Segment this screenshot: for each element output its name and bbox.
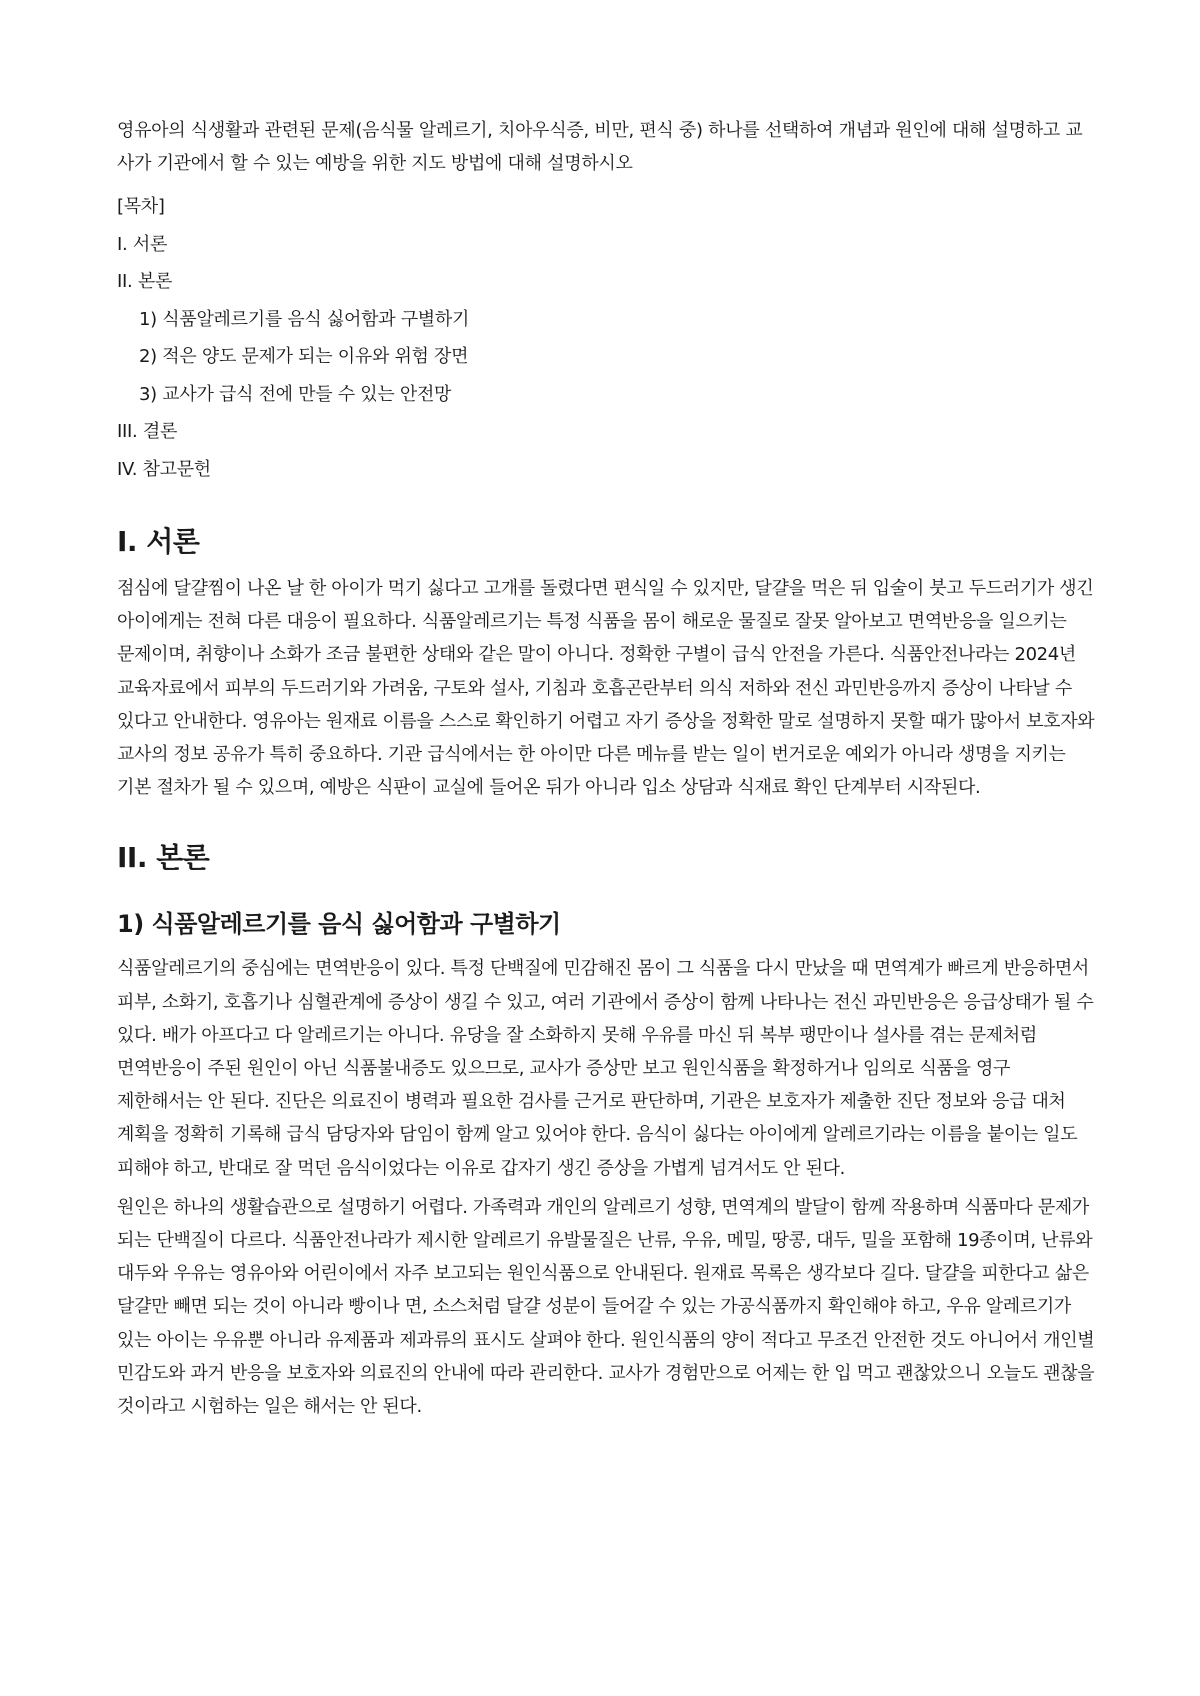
toc-item: III. 결론 — [117, 421, 178, 442]
document-page — [117, 114, 1097, 1429]
toc-item: I. 서론 — [117, 233, 168, 255]
intro-paragraph: 점심에 달걀찜이 나온 날 한 아이가 먹기 싫다고 고개를 돌렸다면 편식일 수 있지만, 달걀을 먹은 뒤 입술이 붓고 두드러기가 생긴 아이에게는 전혀 다른 대응이 필요하다. 식품알레르기는 특정 식품을 몸이 해로운 물질로 잘못 알아보고 면역반응을 일으키는 문제이며, 취향이나 소화가 조금 불편한 상태와 같은 말이 아니다. 정확한 구별이 급식 안전을 가른다. 식품안전나라는 2024년 교육자료에서 피부의 두드러기와 가려움, 구토와 설사, 기침과 호흡곤란부터 의식 저하와 전신 과민반응까지 증상이 나타날 수 있다고 안내한다. 영유아는 원재료 이름을 스스로 확인하기 어렵고 자기 증상을 정확한 말로 설명하지 못할 때가 많아서 보호자와 교사의 정보 공유가 특히 중요하다. 기관 급식에서는 한 아이만 다른 메뉴를 받는 일이 번거로운 예외가 아니라 생명을 지키는 기본 절차가 될 수 있으며, 예방은 식판이 교실에 들어온 뒤가 아니라 입소 상담과 식재료 확인 단계부터 시작된다. — [117, 578, 1095, 799]
subsection-heading: 1) 식품알레르기를 음식 싫어함과 구별하기 — [117, 910, 561, 939]
toc-subitem: 2) 적은 양도 문제가 되는 이유와 위험 장면 — [139, 346, 469, 367]
table-of-contents — [117, 188, 1097, 488]
toc-item: II. 본론 — [117, 271, 173, 292]
assignment-prompt: 영유아의 식생활과 관련된 문제(음식물 알레르기, 치아우식증, 비만, 편식 중) 하나를 선택하여 개념과 원인에 대해 설명하고 교사가 기관에서 할 수 있는 예방을 위한 지도 방법에 대해 설명하시오 — [117, 120, 1083, 174]
body-heading: II. 본론 — [117, 841, 210, 875]
toc-item: IV. 참고문헌 — [117, 458, 211, 480]
toc-heading: [목차] — [117, 196, 165, 217]
intro-heading: I. 서론 — [117, 525, 200, 558]
toc-subitem: 3) 교사가 급식 전에 만들 수 있는 안전망 — [139, 383, 452, 405]
toc-subitem: 1) 식품알레르기를 음식 싫어함과 구별하기 — [139, 308, 470, 330]
body-paragraph: 원인은 하나의 생활습관으로 설명하기 어렵다. 가족력과 개인의 알레르기 성향, 면역계의 발달이 함께 작용하며 식품마다 문제가 되는 단백질이 다르다. 식품안전나라가 제시한 알레르기 유발물질은 난류, 우유, 메밀, 땅콩, 대두, 밀을 포함해 19종이며, 난류와 대두와 우유는 영유아와 어린이에서 자주 보고되는 원인식품으로 안내된다. 원재료 목록은 생각보다 길다. 달걀을 피한다고 삶은 달걀만 빼면 되는 것이 아니라 빵이나 면, 소스처럼 달걀 성분이 들어갈 수 있는 가공식품까지 확인해야 하고, 우유 알레르기가 있는 아이는 우유뿐 아니라 유제품과 제과류의 표시도 살펴야 한다. 원인식품의 양이 적다고 무조건 안전한 것도 아니어서 개인별 민감도와 과거 반응을 보호자와 의료진의 안내에 따라 관리한다. 교사가 경험만으로 어제는 한 입 먹고 괜찮았으니 오늘도 괜찮을 것이라고 시험하는 일은 해서는 안 된다. — [117, 1196, 1095, 1418]
body-paragraph: 식품알레르기의 중심에는 면역반응이 있다. 특정 단백질에 민감해진 몸이 그 식품을 다시 만났을 때 면역계가 빠르게 반응하면서 피부, 소화기, 호흡기나 심혈관계에 증상이 생길 수 있고, 여러 기관에서 증상이 함께 나타나는 전신 과민반응은 응급상태가 될 수 있다. 배가 아프다고 다 알레르기는 아니다. 유당을 잘 소화하지 못해 우유를 마신 뒤 복부 팽만이나 설사를 겪는 문제처럼 면역반응이 주된 원인이 아닌 식품불내증도 있으므로, 교사가 증상만 보고 원인식품을 확정하거나 임의로 식품을 영구 제한해서는 안 된다. 진단은 의료진이 병력과 필요한 검사를 근거로 판단하며, 기관은 보호자가 제출한 진단 정보와 응급 대처 계획을 정확히 기록해 급식 담당자와 담임이 함께 알고 있어야 한다. 음식이 싫다는 아이에게 알레르기라는 이름을 붙이는 일도 피해야 하고, 반대로 잘 먹던 음식이었다는 이유로 갑자기 생긴 증상을 가볍게 넘겨서도 안 된다. — [117, 958, 1094, 1179]
